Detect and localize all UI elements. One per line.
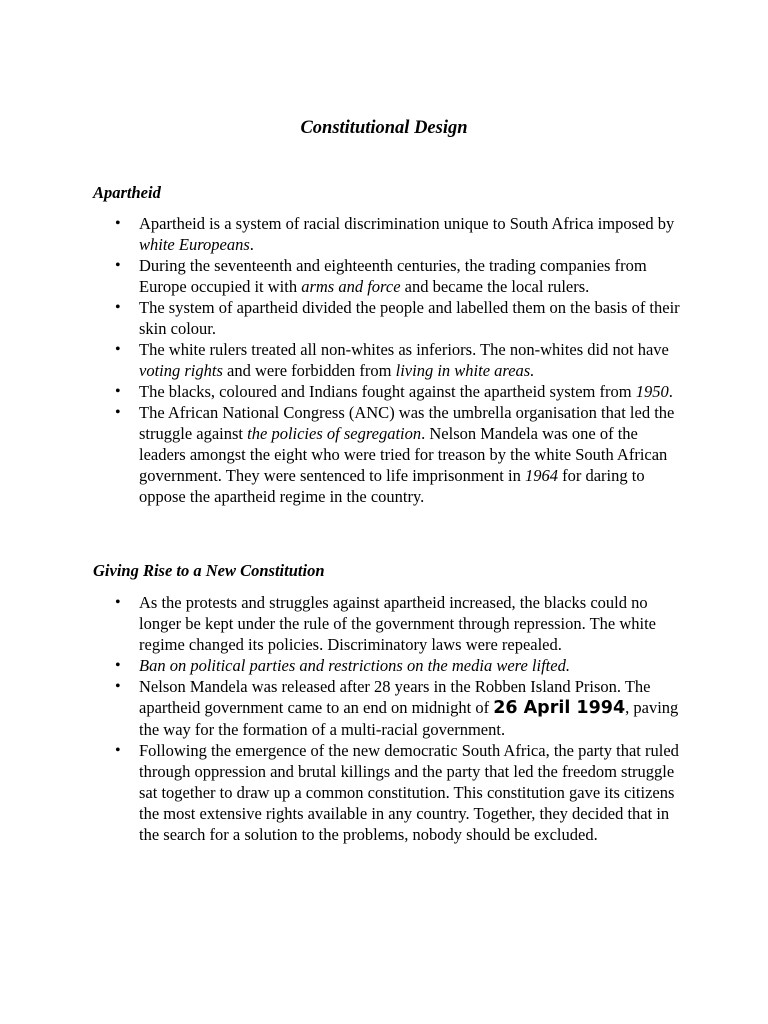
list-item: • Apartheid is a system of racial discrimination unique to South Africa imposed by white Europeans. [139,213,684,255]
list-item: • The system of apartheid divided the people and labelled them on the basis of their skin colour. [139,297,684,339]
list-item: • Ban on political parties and restrictions on the media were lifted. [139,655,684,676]
section-heading-apartheid: Apartheid [93,183,161,202]
apartheid-bullet-list [139,213,684,507]
highlighted-date: 26 April 1994 [493,698,626,718]
list-item: • The blacks, coloured and Indians fought against the apartheid system from 1950. [139,381,684,402]
list-item: • Nelson Mandela was released after 28 years in the Robben Island Prison. The apartheid government came to an end on midnight of 26 April 1994, paving the way for the formation of a multi-racial government. [139,676,684,740]
page-title: Constitutional Design [300,118,468,138]
list-item: • As the protests and struggles against apartheid increased, the blacks could no longer be kept under the rule of the government through repression. The white regime changed its policies. Discriminatory laws were repealed. [139,592,684,655]
list-item: • The white rulers treated all non-whites as inferiors. The non-whites did not have voting rights and were forbidden from living in white areas. [139,339,684,381]
list-item: • During the seventeenth and eighteenth centuries, the trading companies from Europe occupied it with arms and force and became the local rulers. [139,255,684,297]
section-heading-new-constitution: Giving Rise to a New Constitution [93,561,325,580]
constitution-bullet-list [139,592,684,845]
list-item: • Following the emergence of the new democratic South Africa, the party that ruled through oppression and brutal killings and the party that led the freedom struggle sat together to draw up a common constitution. This constitution gave its citizens the most extensive rights available in any country. Together, they decided that in the search for a solution to the problems, nobody should be excluded. [139,740,684,845]
list-item: • The African National Congress (ANC) was the umbrella organisation that led the struggle against the policies of segregation. Nelson Mandela was one of the leaders amongst the eight who were tried for treason by the white South African government. They were sentenced to life imprisonment in 1964 for daring to oppose the apartheid regime in the country. [139,402,684,507]
